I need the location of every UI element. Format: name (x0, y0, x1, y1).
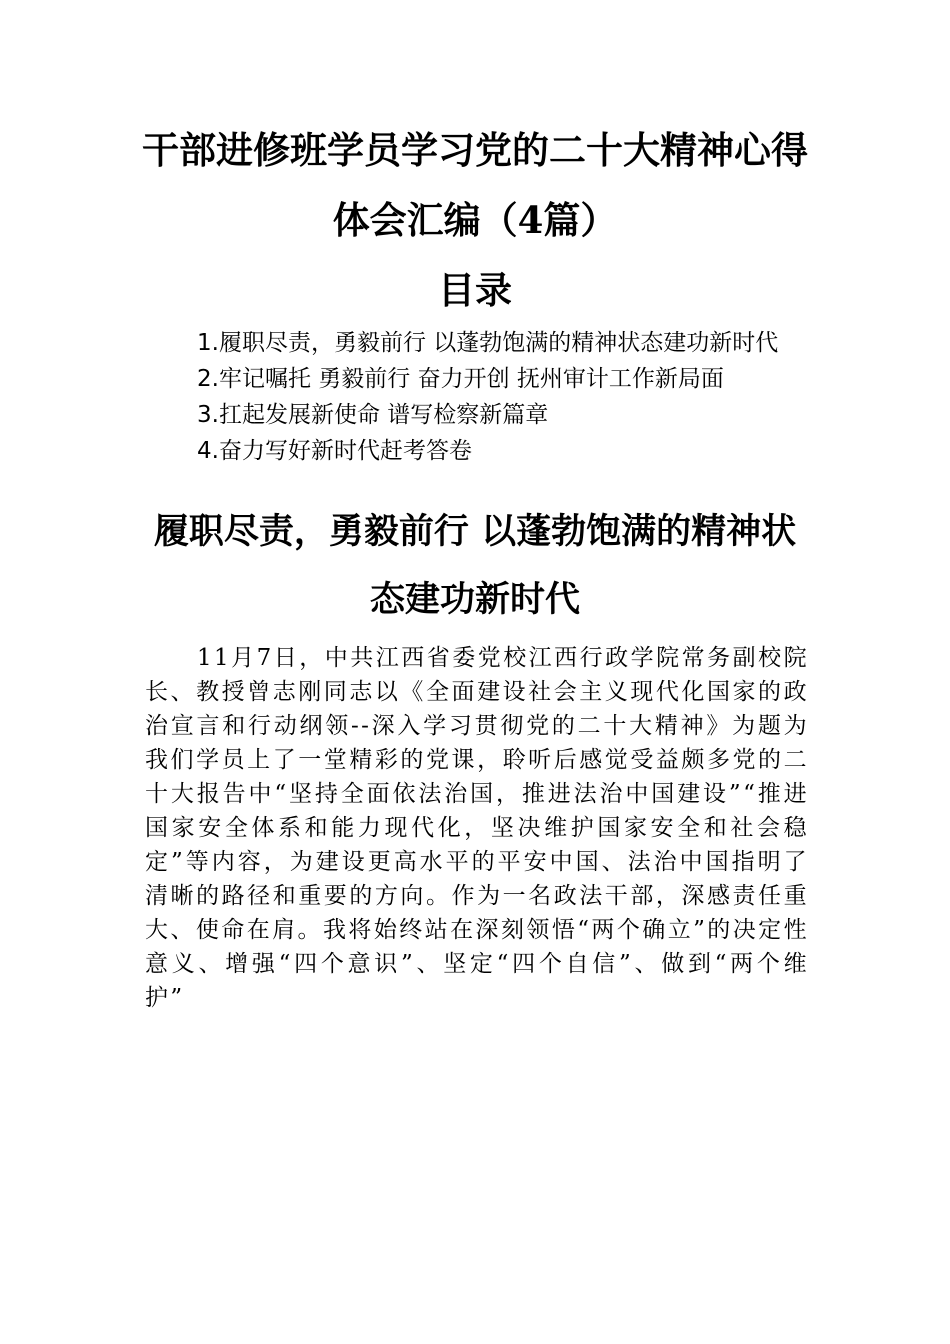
toc-heading: 目录 (438, 268, 512, 312)
toc-item: 4.奋力写好新时代赶考答卷 (197, 438, 472, 464)
article-title-line-1: 履职尽责，勇毅前行 以蓬勃饱满的精神状 (153, 511, 797, 552)
document-title-line-2: 体会汇编（4篇） (332, 198, 618, 242)
toc-item: 2.牢记嘱托 勇毅前行 奋力开创 抚州审计工作新局面 (197, 366, 724, 392)
document-title-line-1: 干部进修班学员学习党的二十大精神心得 (142, 128, 808, 172)
toc-item: 3.扛起发展新使命 谱写检察新篇章 (197, 402, 549, 428)
article-paragraph: 11月7日，中共江西省委党校江西行政学院常务副校院长、教授曾志刚同志以《全面建设社会主义现代化国家的政治宣言和行动纲领--深入学习贯彻党的二十大精神》为题为我们学员上了一堂精彩的党课，聆听后感觉受益颇多党的二十大报告中“坚持全面依法治国，推进法治中国建设”“推进国家安全体系和能力现代化，坚决维护国家安全和社会稳定”等内容，为建设更高水平的平安中国、法治中国指明了清晰的路径和重要的方向。作为一名政法干部，深感责任重大、使命在肩。我将始终站在深刻领悟“两个确立”的决定性意义、增强“四个意识”、坚定“四个自信”、做到“两个维护” (145, 645, 809, 1011)
table-of-contents (145, 325, 810, 469)
toc-item: 1.履职尽责，勇毅前行 以蓬勃饱满的精神状态建功新时代 (197, 330, 779, 356)
article-title-line-2: 态建功新时代 (369, 579, 580, 620)
